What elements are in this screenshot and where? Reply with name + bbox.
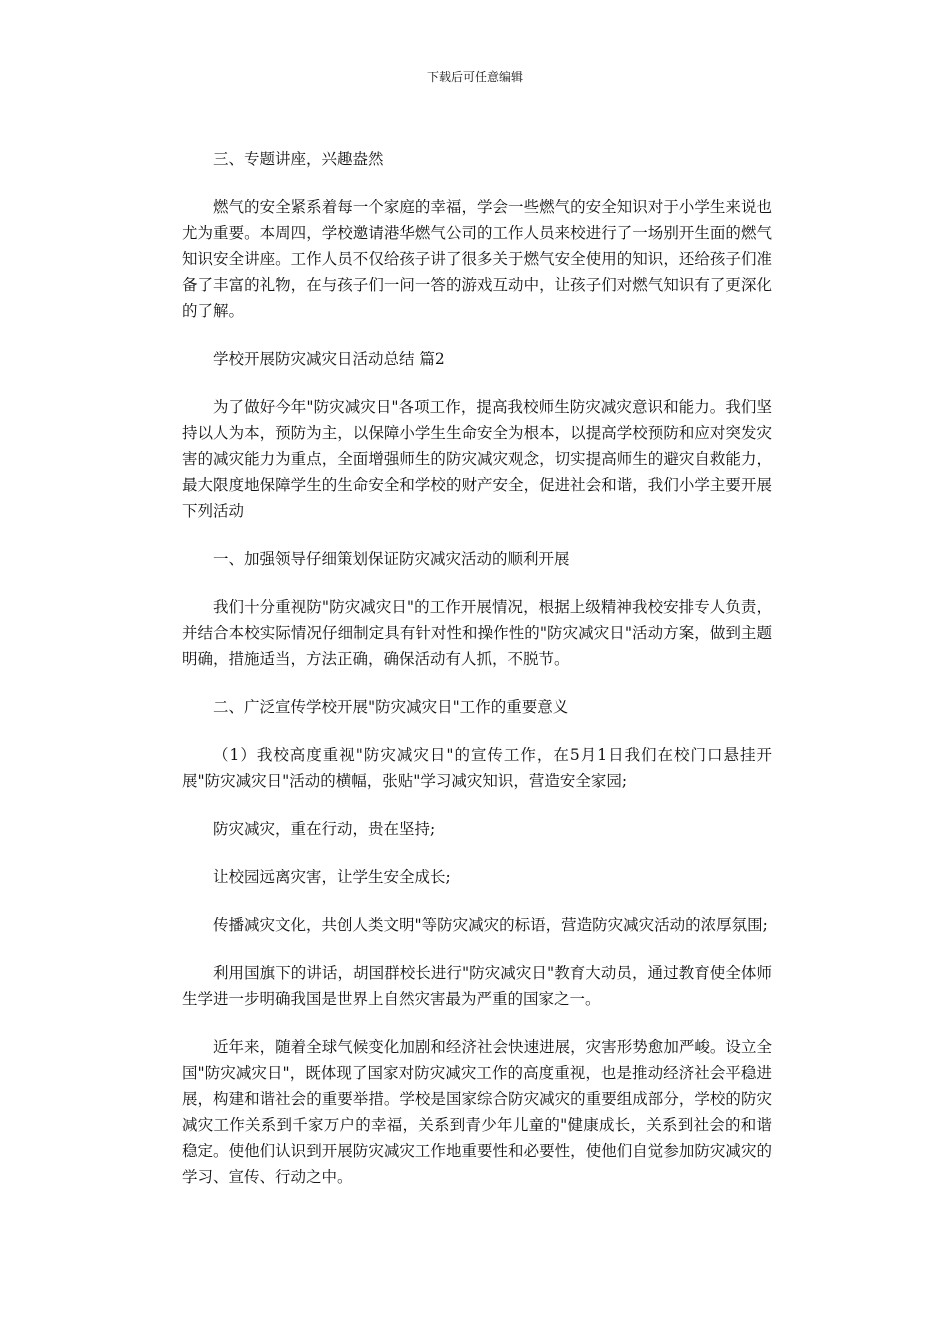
paragraph-gas-safety: 燃气的安全紧系着每一个家庭的幸福，学会一些燃气的安全知识对于小学生来说也尤为重要。本周四，学校邀请港华燃气公司的工作人员来校进行了一场别开生面的燃气知识安全讲座。工作人员不仅给孩子讲了很多关于燃气安全使用的知识，还给孩子们准备了丰富的礼物，在与孩子们一问一答的游戏互动中，让孩子们对燃气知识有了更深化的了解。 xyxy=(182,198,772,320)
paragraph-flag-speech: 利用国旗下的讲话，胡国群校长进行"防灾减灾日"教育大动员，通过教育使全体师生学进一步明确我国是世界上自然灾害最为严重的国家之一。 xyxy=(182,964,772,1008)
section-heading-publicity: 二、广泛宣传学校开展"防灾减灾日"工作的重要意义 xyxy=(213,698,569,716)
section-heading-lecture: 三、专题讲座，兴趣盎然 xyxy=(213,150,384,168)
document-body xyxy=(182,146,772,1212)
page-header: 下载后可任意编辑 xyxy=(426,70,523,84)
section-heading-leadership: 一、加强领导仔细策划保证防灾减灾活动的顺利开展 xyxy=(213,550,570,568)
slogan-campus: 让校园远离灾害，让学生安全成长; xyxy=(213,868,451,886)
paragraph-intro: 为了做好今年"防灾减灾日"各项工作，提高我校师生防灾减灾意识和能力。我们坚持以人为本，预防为主，以保障小学生生命安全为根本，以提高学校预防和应对突发灾害的减灾能力为重点，全面增强师生的防灾减灾观念，切实提高师生的避灾自救能力，最大限度地保障学生的生命安全和学校的财产安全，促进社会和谐，我们小学主要开展下列活动 xyxy=(182,398,772,520)
paragraph-culture: 传播减灾文化，共创人类文明"等防灾减灾的标语，营造防灾减灾活动的浓厚氛围; xyxy=(213,916,768,934)
article-title-part2: 学校开展防灾减灾日活动总结 篇2 xyxy=(213,350,445,368)
paragraph-leadership: 我们十分重视防"防灾减灾日"的工作开展情况，根据上级精神我校安排专人负责，并结合本校实际情况仔细制定具有针对性和操作性的"防灾减灾日"活动方案，做到主题明确，措施适当，方法正确，确保活动有人抓，不脱节。 xyxy=(182,598,772,668)
paragraph-recent-years: 近年来，随着全球气候变化加剧和经济社会快速进展，灾害形势愈加严峻。设立全国"防灾减灾日"，既体现了国家对防灾减灾工作的高度重视，也是推动经济社会平稳进展，构建和谐社会的重要举措。学校是国家综合防灾减灾的重要组成部分，学校的防灾减灾工作关系到千家万户的幸福，关系到青少年儿童的"健康成长，关系到社会的和谐稳定。使他们认识到开展防灾减灾工作地重要性和必要性，使他们自觉参加防灾减灾的学习、宣传、行动之中。 xyxy=(182,1038,772,1186)
paragraph-publicity-1: （1）我校高度重视"防灾减灾日"的宣传工作，在5月1日我们在校门口悬挂开展"防灾减灾日"活动的横幅，张贴"学习减灾知识，营造安全家园; xyxy=(182,746,772,790)
slogan-action: 防灾减灾，重在行动，贵在坚持; xyxy=(213,820,436,838)
